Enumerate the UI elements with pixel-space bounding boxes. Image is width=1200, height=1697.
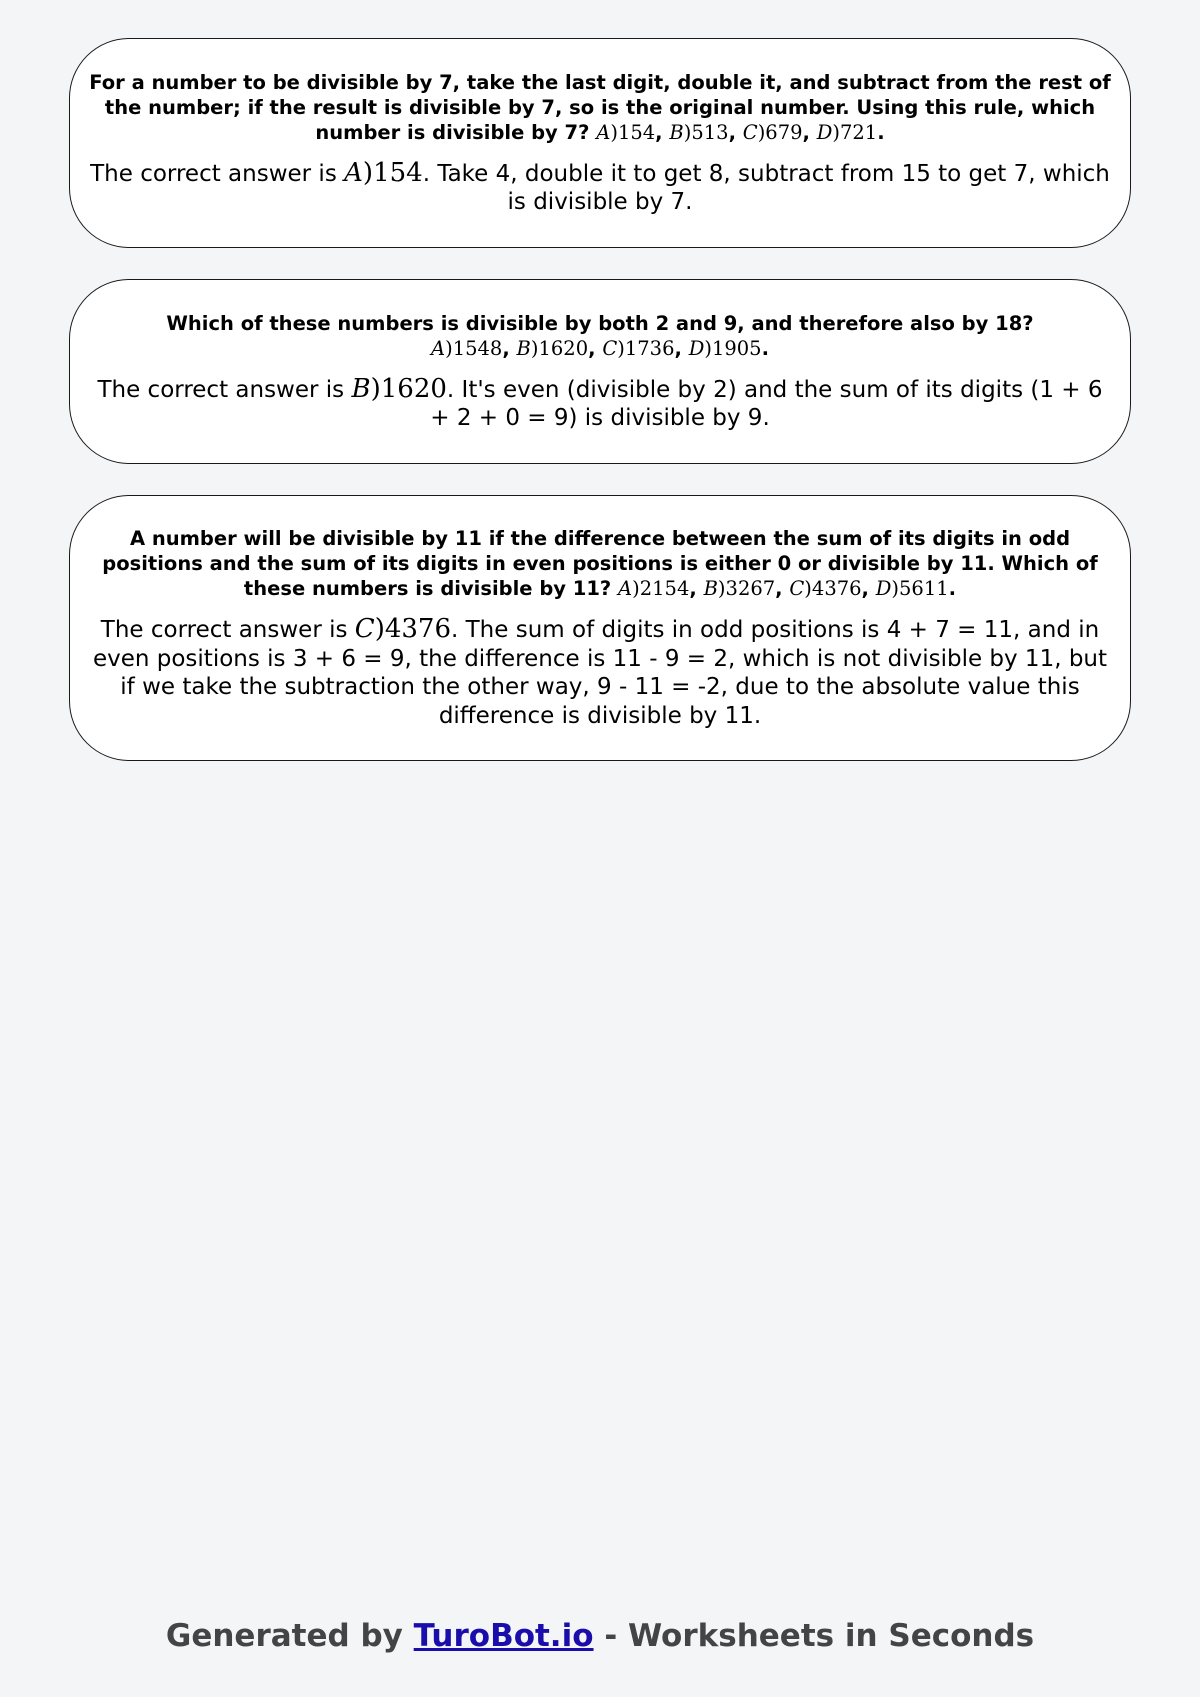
question-card-2 <box>69 279 1131 464</box>
option-d: D)721 <box>816 120 878 144</box>
question-text: For a number to be divisible by 7, take the last digit, double it, and subtract from the rest of the number; if the result is divisible by 7, so is the original number. Using this rule, which number is divisible by 7? A)154, B)513, C)679, D)721. <box>89 70 1111 144</box>
footer-prefix: Generated by <box>165 1618 403 1654</box>
option-c: C)1736 <box>602 336 675 360</box>
option-c: C)679 <box>742 120 803 144</box>
answer-explanation: The correct answer is C)4376. The sum of digits in odd positions is 4 + 7 = 11, and in even positions is 3 + 6 = 9, the difference is 11 - 9 = 2, which is not divisible by 11, but if we take the subtraction the other way, 9 - 11 = -2, due to the absolute value this difference is divisible by 11. <box>92 614 1108 729</box>
option-d: D)5611 <box>875 577 949 600</box>
turobot-link[interactable]: TuroBot.io <box>413 1618 594 1654</box>
question-card-3 <box>69 495 1131 761</box>
option-b: B)3267 <box>703 577 776 600</box>
option-a: A)154 <box>596 120 656 144</box>
option-b: B)1620 <box>516 336 589 360</box>
correct-option: A)154 <box>344 157 423 188</box>
answer-explanation: The correct answer is A)154. Take 4, double it to get 8, subtract from 15 to get 7, which is divisible by 7. <box>90 157 1110 215</box>
option-a: A)1548 <box>430 336 503 360</box>
answer-explanation: The correct answer is B)1620. It's even (divisible by 2) and the sum of its digits (1 + 6 + 2 + 0 = 9) is divisible by 9. <box>97 373 1103 431</box>
footer-suffix: - Worksheets in Seconds <box>604 1618 1035 1654</box>
question-text: Which of these numbers is divisible by both 2 and 9, and therefore also by 18? A)1548, B)1620, C)1736, D)1905. <box>166 311 1034 360</box>
option-b: B)513 <box>669 120 729 144</box>
question-card-1 <box>69 38 1131 248</box>
option-a: A)2154 <box>618 577 690 600</box>
correct-option: B)1620 <box>351 373 447 404</box>
footer <box>0 1618 1200 1654</box>
option-c: C)4376 <box>789 577 862 600</box>
correct-option: C)4376 <box>354 614 452 644</box>
option-d: D)1905 <box>688 336 762 360</box>
question-text: A number will be divisible by 11 if the difference between the sum of its digits in odd positions and the sum of its digits in even positions is either 0 or divisible by 11. Which of these numbers is divisible by 11? A)2154, B)3267, C)4376, D)5611. <box>102 527 1098 600</box>
